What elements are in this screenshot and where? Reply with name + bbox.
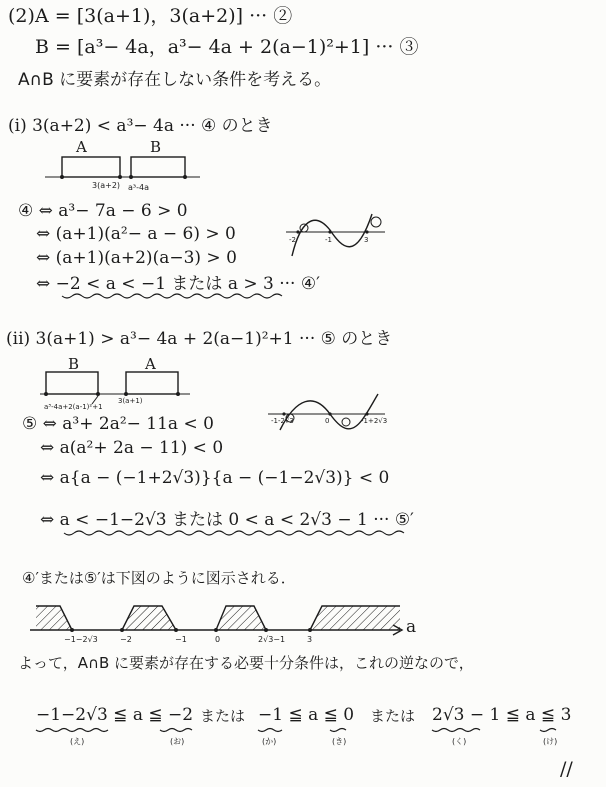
answer-tag-ku: (く) (452, 737, 467, 746)
numberline-tick-5: 2√3−1 (258, 635, 286, 644)
end-mark: // (560, 758, 573, 780)
case2-step-4: ⇔ a < −1−2√3 または 0 < a < 2√3 − 1 ··· ⑤′ (40, 510, 414, 530)
case1-cubic-sketch (286, 214, 385, 256)
set-a-definition: A = [3(a+1)，3(a+2)] ··· ② (35, 5, 293, 27)
answer-interval-1: −1−2√3 ≦ a ≦ −2 (36, 705, 194, 725)
answer-tag-ki: (き) (332, 737, 347, 746)
numberline-tick-1: −1−2√3 (64, 635, 98, 644)
numberline-tick-4: 0 (215, 635, 221, 644)
condition-statement: A∩B に要素が存在しない条件を考える。 (18, 70, 332, 90)
case1-fig-label-b: B (150, 138, 162, 156)
numberline-tick-6: 3 (307, 635, 313, 644)
case1-step-4: ⇔ −2 < a < −1 または a > 3 ··· ④′ (36, 274, 320, 294)
numberline-axis-label: a (406, 617, 417, 637)
answer-tag-o: (お) (170, 737, 185, 746)
case2-graph-root-1: -1-2√3 (271, 417, 294, 425)
solution-numberline (30, 606, 402, 635)
answer-interval-3: 2√3 − 1 ≦ a ≦ 3 (432, 705, 572, 725)
case2-cubic-sketch (268, 394, 388, 430)
case2-heading: (ii) 3(a+1) > a³− 4a + 2(a−1)²+1 ··· ⑤ のとき (6, 329, 393, 349)
answer-tag-e: (え) (70, 737, 85, 746)
answer-interval-2: −1 ≦ a ≦ 0 (258, 705, 355, 725)
case1-graph-root-2: -1 (325, 236, 332, 244)
case1-fig-label-a: A (76, 138, 87, 156)
case2-fig-label-a: A (145, 355, 156, 373)
case1-fig-tick-right: a³-4a (128, 183, 149, 192)
case2-fig-tick-left: a³-4a+2(a-1)²+1 (44, 403, 103, 411)
case2-step-3: ⇔ a{a − (−1+2√3)}{a − (−1−2√3)} < 0 (40, 468, 390, 488)
case1-interval-diagram (45, 157, 200, 179)
case2-graph-root-2: 0 (325, 417, 330, 425)
case1-fig-tick-left: 3(a+2) (92, 181, 121, 190)
case2-step-2: ⇔ a(a²+ 2a − 11) < 0 (40, 438, 224, 458)
case1-graph-root-3: 3 (364, 236, 369, 244)
numberline-intro: ④′または⑤′は下図のように図示される． (22, 569, 296, 587)
case1-graph-root-1: -2 (289, 236, 296, 244)
case1-step-2: ⇔ (a+1)(a²− a − 6) > 0 (36, 224, 236, 244)
case2-step-1: ⑤ ⇔ a³+ 2a²− 11a < 0 (22, 414, 214, 434)
case2-graph-root-3: -1+2√3 (361, 417, 388, 425)
answer-tag-ka: (か) (262, 737, 277, 746)
case1-heading: (i) 3(a+2) < a³− 4a ··· ④ のとき (8, 116, 273, 136)
case2-fig-label-b: B (68, 355, 80, 373)
case1-step-3: ⇔ (a+1)(a+2)(a−3) > 0 (36, 248, 237, 268)
numberline-tick-2: −2 (120, 635, 132, 644)
set-b-definition: B = [a³− 4a，a³− 4a + 2(a−1)²+1] ··· ③ (35, 36, 419, 58)
numberline-tick-3: −1 (175, 635, 187, 644)
part-label: (2) (8, 5, 35, 27)
answer-tag-ke: (け) (543, 737, 558, 746)
answer-or-1: または (200, 707, 246, 725)
answer-or-2: または (370, 707, 416, 725)
case2-interval-diagram (40, 372, 190, 404)
case2-fig-tick-right: 3(a+1) (118, 397, 143, 405)
case1-step-1: ④ ⇔ a³− 7a − 6 > 0 (18, 201, 188, 221)
conclusion-text: よって，A∩B に要素が存在する必要十分条件は，これの逆なので， (18, 654, 474, 672)
